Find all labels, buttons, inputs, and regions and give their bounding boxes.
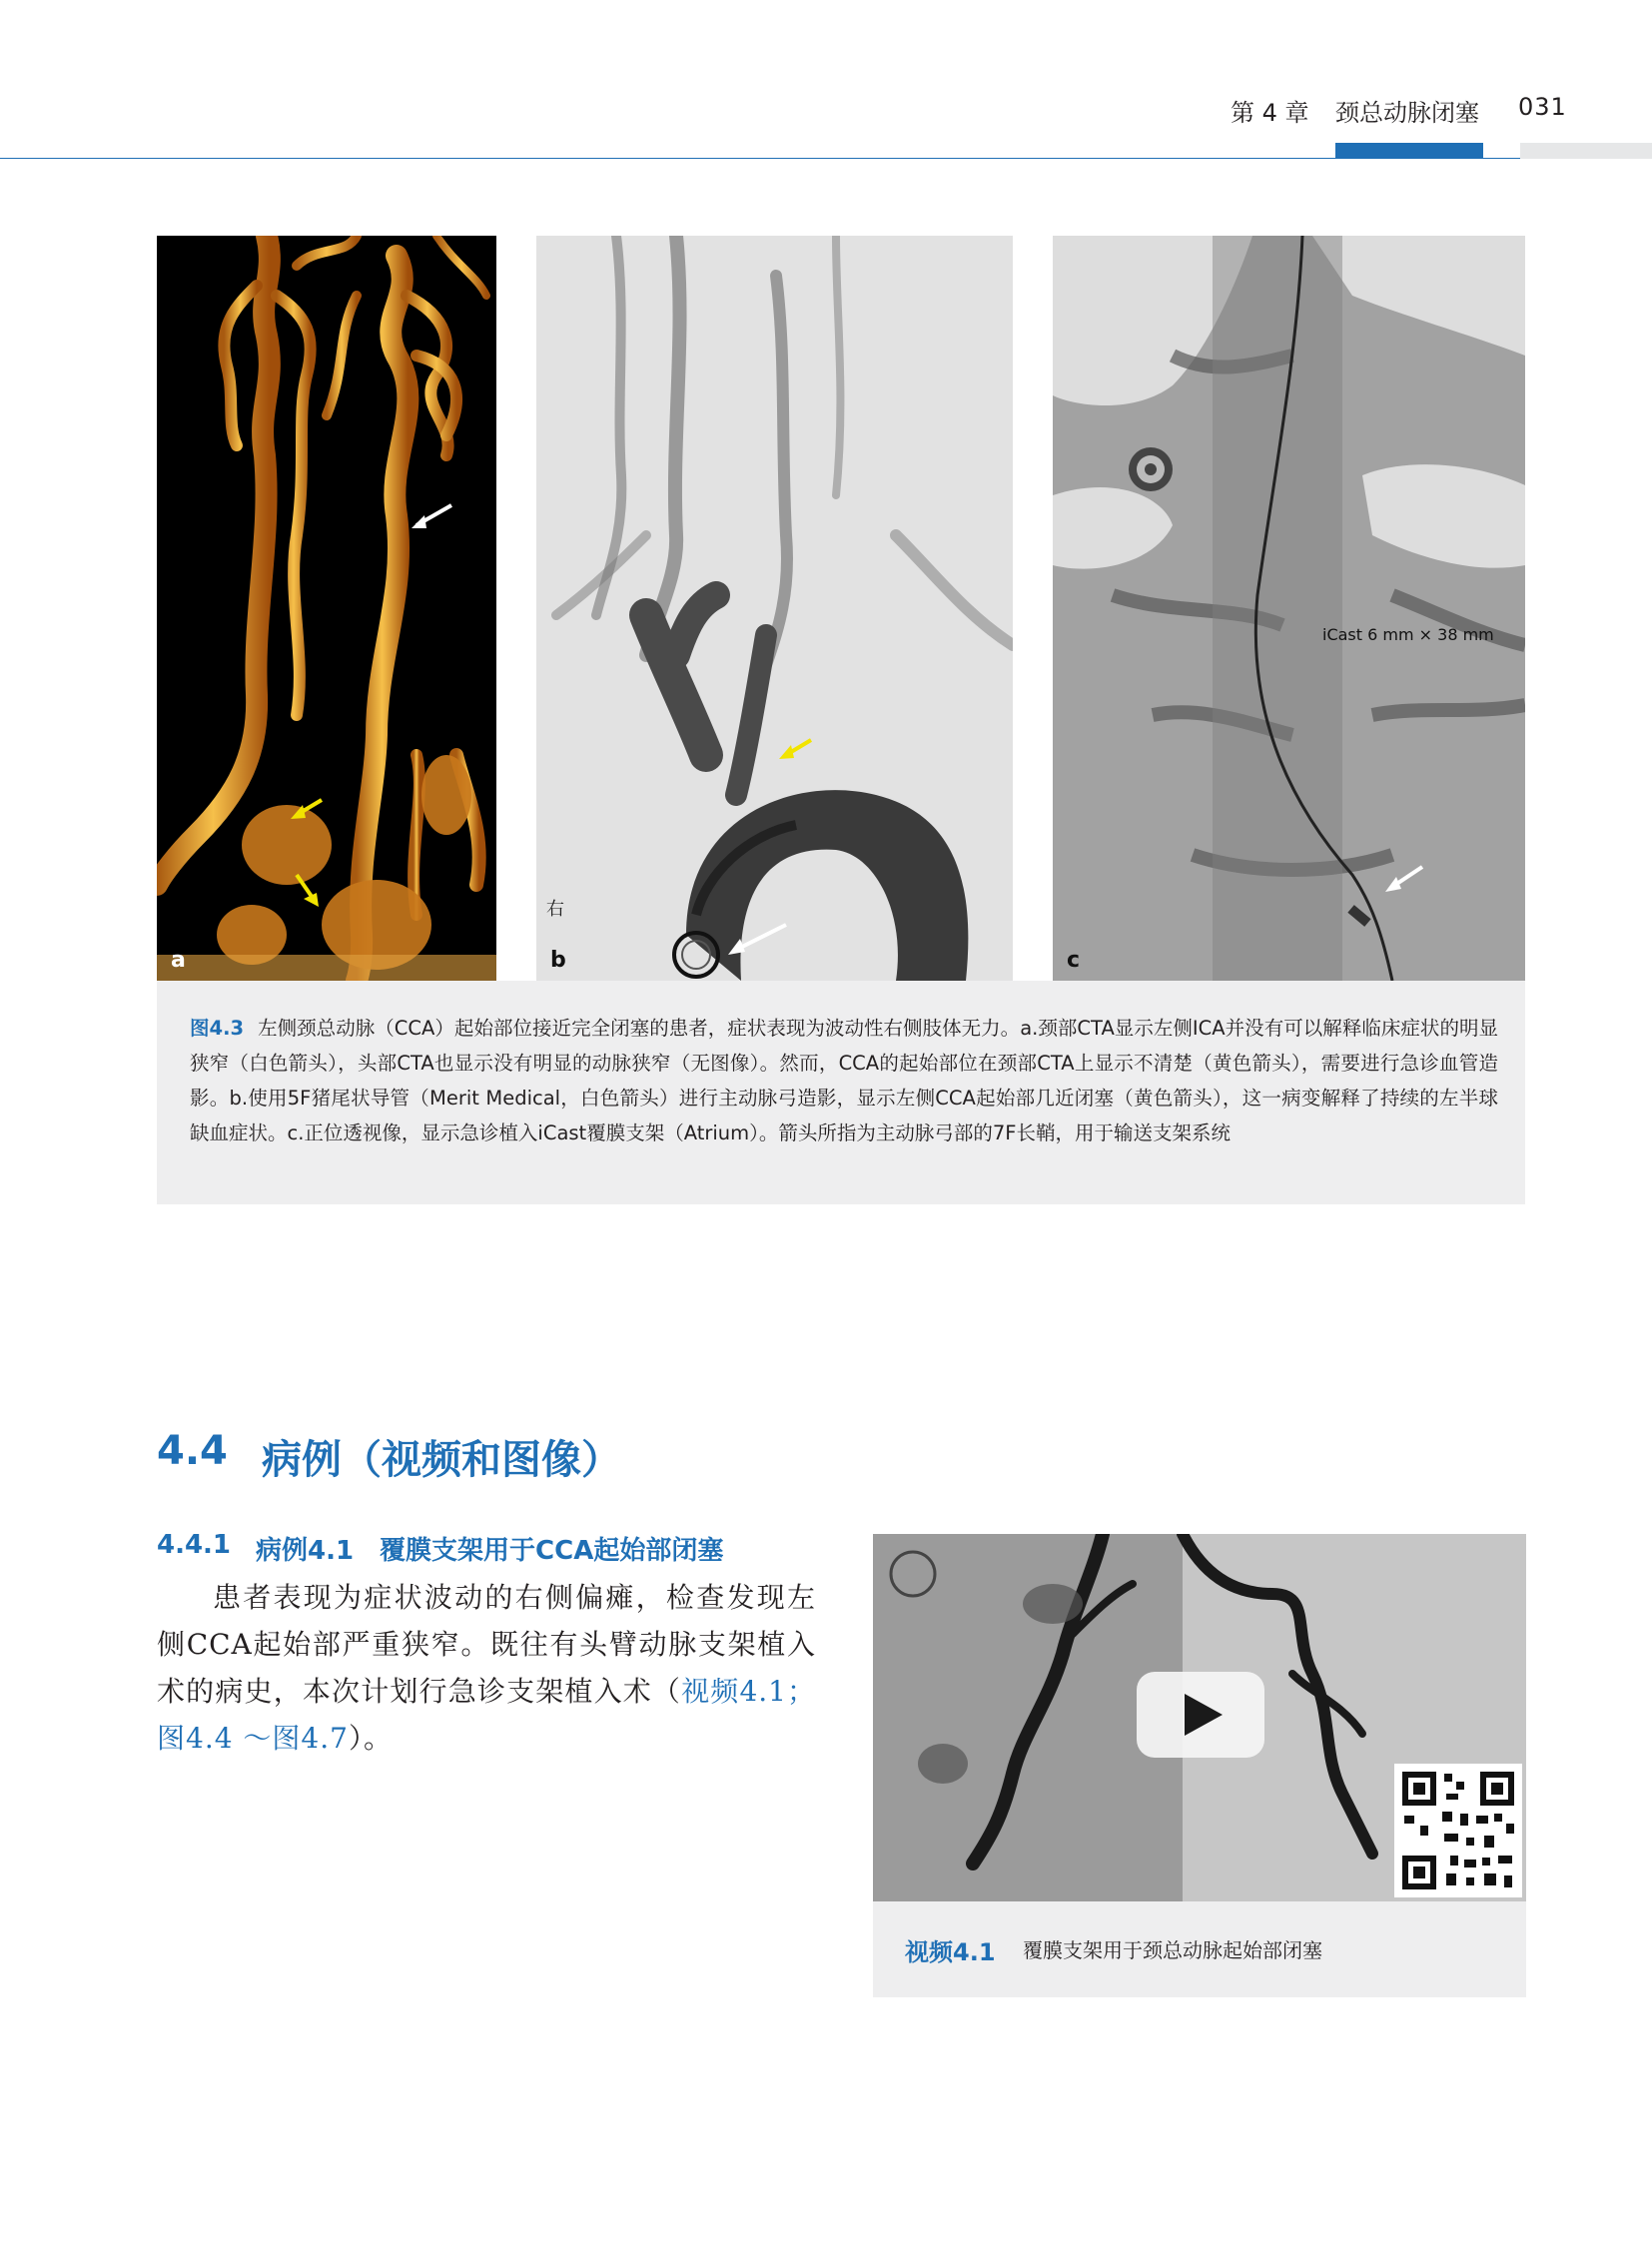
figure-panel-a — [157, 236, 496, 981]
video-label: 视频4.1 — [905, 1938, 996, 1966]
figure-panel-b — [536, 236, 1013, 981]
page-number: 031 — [1518, 93, 1567, 121]
play-button[interactable] — [1137, 1672, 1264, 1758]
section-title: 病例（视频和图像） — [262, 1437, 621, 1483]
chapter-number: 第 4 章 — [1231, 99, 1309, 127]
header-rule — [0, 158, 1528, 159]
subsection-number: 4.4.1 — [157, 1530, 232, 1560]
stent-annotation: iCast 6 mm × 38 mm — [1322, 625, 1494, 644]
figure-caption-text: 左侧颈总动脉（CCA）起始部位接近完全闭塞的患者，症状表现为波动性右侧肢体无力。a.颈部CTA显示左侧ICA并没有可以解释临床症状的明显狭窄（白色箭头），头部CTA也显示没有明显的动脉狭窄（无图像）。然而，CCA的起始部位在颈部CTA上显示不清楚（黄色箭头），需要进行急诊血管造影。b.使用5F猪尾状导管（Merit Medical，白色箭头）进行主动脉弓造影，显示左侧CCA起始部几近闭塞（黄色箭头），这一病变解释了持续的左半球缺血症状。c.正位透视像，显示急诊植入iCast覆膜支架（Atrium）。箭头所指为主动脉弓部的7F长鞘，用于输送支架系统 — [190, 1017, 1499, 1144]
body-paragraph — [157, 1574, 816, 1762]
header-page-bar — [1520, 143, 1652, 159]
section-number: 4.4 — [157, 1428, 228, 1474]
figure-caption-label: 图4.3 — [190, 1017, 245, 1040]
panel-label-b: b — [550, 948, 566, 973]
figure-panel-c — [1053, 236, 1525, 981]
video-reference-link[interactable]: 视频4.1； — [681, 1675, 817, 1708]
panel-label-c: c — [1067, 948, 1081, 973]
panel-label-a: a — [171, 948, 186, 973]
figure-caption — [190, 1011, 1498, 1150]
subsection-title: 病例4.1 覆膜支架用于CCA起始部闭塞 — [256, 1536, 724, 1566]
figure-reference-link[interactable]: 图4.4 ～图4.7 — [157, 1722, 349, 1755]
panel-annotation-right: 右 — [546, 899, 564, 920]
qr-code — [1394, 1764, 1522, 1897]
body-text-main: 患者表现为症状波动的右侧偏瘫，检查发现左侧CCA起始部严重狭窄。既往有头臂动脉支架植入术的病史，本次计划行急诊支架植入术（ — [157, 1581, 816, 1708]
video-title: 覆膜支架用于颈总动脉起始部闭塞 — [1023, 1938, 1322, 1962]
header-accent-bar — [1335, 143, 1483, 159]
chapter-title: 颈总动脉闭塞 — [1335, 99, 1479, 127]
qr-code-icon — [1394, 1764, 1522, 1897]
angiogram-image — [536, 236, 1013, 981]
fluoroscopy-image — [1053, 236, 1525, 981]
cta-3d-image — [157, 236, 496, 981]
play-icon — [1137, 1672, 1264, 1758]
body-text-end: ）。 — [348, 1722, 393, 1755]
